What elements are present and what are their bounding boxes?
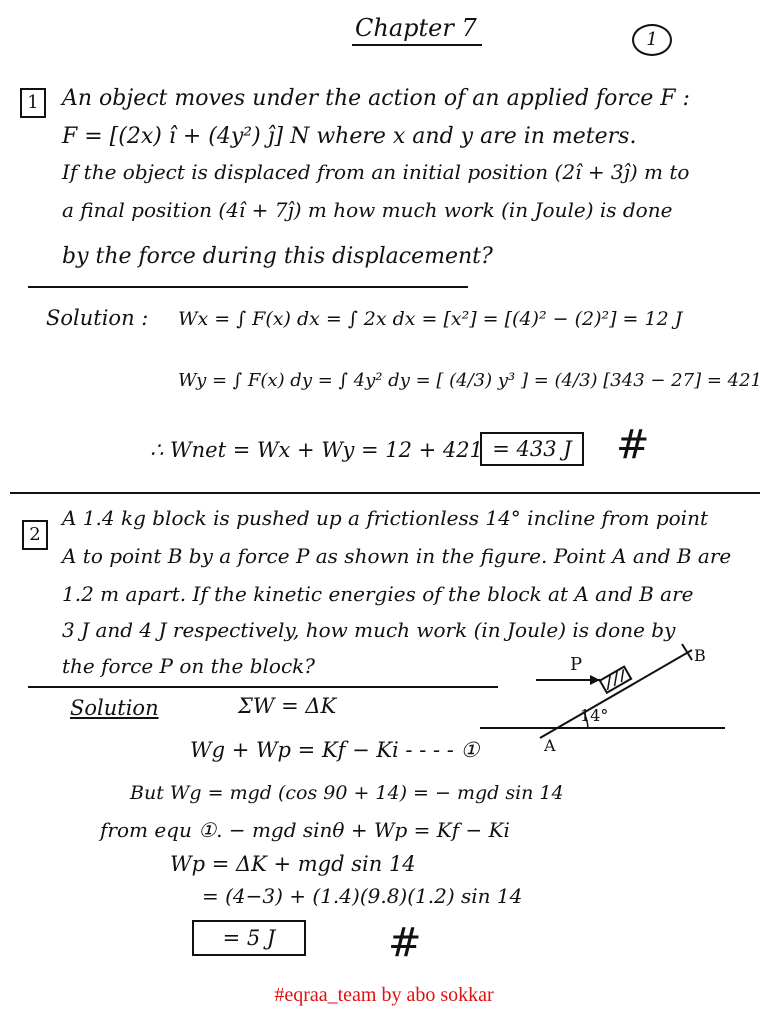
chapter-title: Chapter 7 bbox=[355, 14, 477, 42]
problem-2-number-box bbox=[22, 520, 48, 550]
problem-1-line-4: a final position (4î + 7ĵ) m how much work (in Joule) is done bbox=[62, 198, 673, 222]
problem-1-answer-box bbox=[480, 432, 584, 466]
problem-2-answer-box bbox=[192, 920, 306, 956]
problem-2-line-4: 3 J and 4 J respectively, how much work (in Joule) is done by bbox=[62, 618, 676, 642]
wx-equation: Wx = ∫ F(x) dx = ∫ 2x dx = [x²] = [(4)² − (2)²] = 12 J bbox=[178, 308, 683, 330]
problem-2-answer: = 5 J bbox=[222, 926, 276, 950]
title-underline bbox=[352, 44, 482, 46]
problem-2-line-3: 1.2 m apart. If the kinetic energies of the block at A and B are bbox=[62, 582, 694, 606]
step-4: Wp = ΔK + mgd sin 14 bbox=[170, 852, 416, 876]
incline-figure bbox=[460, 640, 750, 770]
work-energy-equation: ΣW = ΔK bbox=[238, 694, 337, 718]
wnet-equation: ∴ Wnet = Wx + Wy = 12 + 421 bbox=[150, 438, 484, 462]
problem-1-number-box bbox=[20, 88, 46, 118]
problem-divider bbox=[10, 492, 760, 494]
problem-1-line-2: F = [(2x) î + (4y²) ĵ] N where x and y are in meters. bbox=[62, 124, 637, 149]
footer-credit: #eqraa_team by abo sokkar bbox=[274, 984, 494, 1006]
step-1: Wg + Wp = Kf − Ki - - - - ① bbox=[190, 738, 480, 762]
wy-equation: Wy = ∫ F(x) dy = ∫ 4y² dy = [ (4/3) y³ ] = (4/3) [343 − 27] = 421 bbox=[178, 370, 762, 391]
problem-2-line-1: A 1.4 kg block is pushed up a frictionless 14° incline from point bbox=[62, 506, 708, 530]
step-3: from equ ①. − mgd sinθ + Wp = Kf − Ki bbox=[100, 818, 510, 842]
problem-2-line-5: the force P on the block? bbox=[62, 654, 315, 678]
problem-2-end-mark: # bbox=[388, 920, 422, 966]
problem-1-line-1: An object moves under the action of an applied force F : bbox=[62, 86, 690, 111]
step-5: = (4−3) + (1.4)(9.8)(1.2) sin 14 bbox=[202, 884, 523, 908]
problem-2-line-2: A to point B by a force P as shown in the figure. Point A and B are bbox=[62, 544, 732, 568]
incline-surface bbox=[540, 650, 692, 738]
problem-1-line-3: If the object is displaced from an initial position (2î + 3ĵ) m to bbox=[62, 160, 690, 184]
force-arrowhead bbox=[590, 675, 600, 685]
point-a-label: A bbox=[544, 736, 556, 755]
problem-1-question-divider bbox=[28, 286, 468, 288]
problem-2-solution-label: Solution bbox=[70, 696, 159, 720]
force-label: P bbox=[570, 654, 583, 675]
angle-label: 14° bbox=[580, 706, 609, 725]
problem-2-number: 2 bbox=[29, 524, 41, 545]
page-number: 1 bbox=[646, 29, 658, 50]
point-b-label: B bbox=[694, 646, 706, 665]
problem-1-number: 1 bbox=[27, 92, 39, 113]
problem-2-question-divider bbox=[28, 686, 498, 688]
problem-1-solution-label: Solution : bbox=[46, 306, 149, 330]
step-2: But Wg = mgd (cos 90 + 14) = − mgd sin 14 bbox=[130, 782, 564, 804]
page-number-circle bbox=[632, 24, 672, 56]
problem-1-answer: = 433 J bbox=[492, 437, 572, 461]
problem-1-end-mark: # bbox=[616, 422, 650, 468]
problem-1-line-5: by the force during this displacement? bbox=[62, 244, 493, 269]
